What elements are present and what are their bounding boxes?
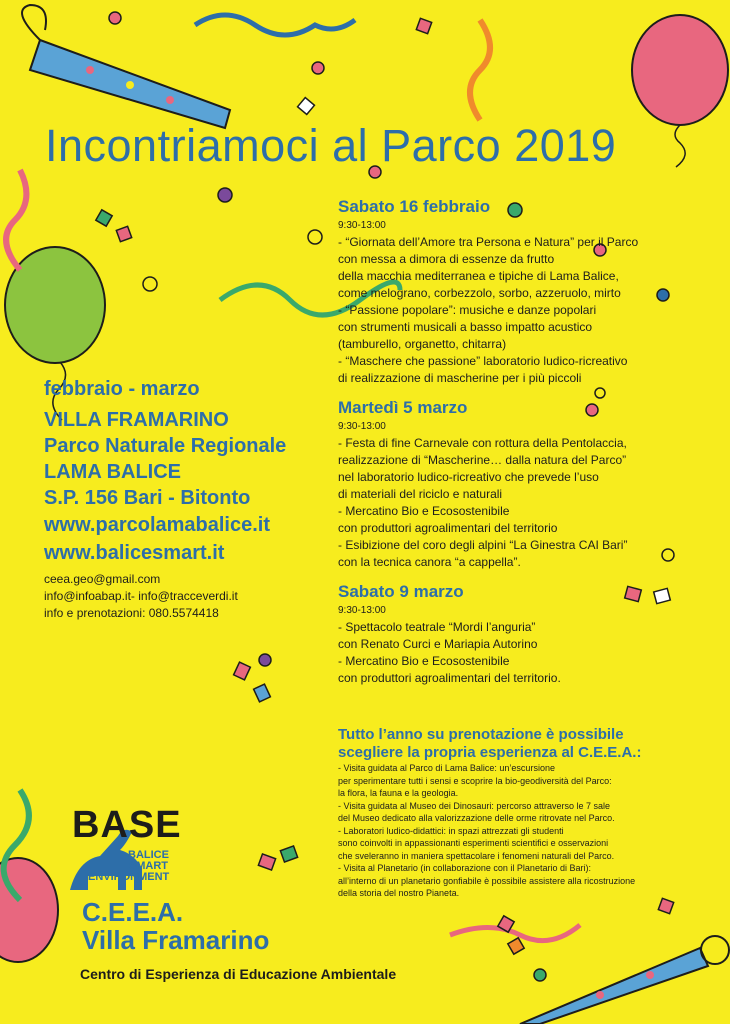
all-year-heading: scegliere la propria esperienza al C.E.E.A.:: [338, 744, 642, 761]
all-year-line: del Museo dedicato alla valorizzazione delle orme ritrovate nel Parco.: [338, 813, 615, 823]
base-logo-text: BASE: [72, 804, 182, 846]
event-line: (tamburello, organetto, chitarra): [338, 337, 507, 351]
logo-tagline-environment: ENVIRONMENT: [88, 871, 170, 883]
event-line: - Mercatino Bio e Ecosostenibile: [338, 504, 510, 518]
event-item: [338, 397, 718, 571]
event-line: - Esibizione del coro degli alpini “La Ginestra CAI Bari”: [338, 538, 628, 552]
venue-line: Parco Naturale Regionale: [44, 435, 287, 457]
all-year-line: che sveleranno in maniera spettacolare i fenomeni naturali del Parco.: [338, 850, 615, 861]
contact-email[interactable]: ceea.geo@gmail.com: [44, 572, 161, 586]
ceea-villa: Villa Framarino: [82, 925, 270, 955]
event-line: - “Passione popolare”: musiche e danze popolari: [338, 303, 597, 317]
event-line: con strumenti musicali a basso impatto acustico: [338, 320, 593, 334]
event-line: con produttori agroalimentari del territorio: [338, 521, 558, 535]
logo-tagline-smart: SMART: [128, 860, 168, 872]
event-line: - Mercatino Bio e Ecosostenibile: [338, 654, 510, 668]
event-line: di materiali del riciclo e naturali: [338, 487, 503, 501]
all-year-line: della storia del nostro Pianeta.: [338, 888, 460, 898]
event-time: 9:30-13:00: [338, 220, 386, 231]
event-line: - “Giornata dell’Amore tra Persona e Natura” per il Parco: [338, 235, 639, 249]
event-time: 9:30-13:00: [338, 605, 386, 616]
event-item: [338, 581, 718, 687]
pink-streamer-icon: [6, 170, 26, 270]
venue-line: S.P. 156 Bari - Bitonto: [44, 487, 251, 509]
event-line: - “Maschere che passione” laboratorio ludico-ricreativo: [338, 354, 628, 368]
event-title: Sabato 16 febbraio: [338, 197, 491, 216]
event-dates: febbraio - marzo: [44, 378, 200, 400]
event-line: come melograno, corbezzolo, sorbo, azzeruolo, mirto: [338, 286, 621, 300]
event-line: - Spettacolo teatrale “Mordi l’anguria”: [338, 620, 536, 634]
event-line: realizzazione di “Mascherine… dalla natura del Parco”: [338, 453, 627, 467]
contact-phone: info e prenotazioni: 080.5574418: [44, 606, 219, 620]
event-line: con Renato Curci e Mariapia Autorino: [338, 637, 538, 651]
event-time: 9:30-13:00: [338, 421, 386, 432]
ceea-acronym: C.E.E.A.: [82, 897, 184, 927]
website-link[interactable]: www.parcolamabalice.it: [44, 514, 271, 536]
all-year-line: - Visita guidata al Museo dei Dinosauri: percorso attraverso le 7 sale: [338, 800, 610, 811]
venue-line: VILLA FRAMARINO: [44, 409, 229, 431]
all-year-line: - Visita al Planetario (in collaborazione con il Planetario di Bari):: [338, 863, 591, 873]
events-list: [338, 196, 718, 697]
event-line: di realizzazione di mascherine per i più piccoli: [338, 371, 582, 385]
all-year-line: la flora, la fauna e la geologia.: [338, 788, 459, 798]
event-line: - Festa di fine Carnevale con rottura della Pentolaccia,: [338, 436, 627, 450]
all-year-line: per sperimentare tutti i sensi e scoprire la bio-geodiversità del Parco:: [338, 775, 612, 786]
all-year-line: sono coinvolti in appassionanti esperimenti scientifici e osservazioni: [338, 838, 609, 848]
all-year-heading: Tutto l’anno su prenotazione è possibile: [338, 726, 624, 743]
all-year-section: [338, 726, 718, 900]
event-title: Sabato 9 marzo: [338, 582, 464, 601]
all-year-line: all’interno di un planetario gonfiabile è possibile assistere alla ricostruzione: [338, 875, 636, 886]
logo-tagline-balice: BALICE: [128, 849, 169, 861]
page-title: Incontriamoci al Parco 2019: [45, 120, 617, 171]
event-item: [338, 196, 718, 387]
website-link[interactable]: www.balicesmart.it: [44, 542, 225, 564]
all-year-line: - Visita guidata al Parco di Lama Balice: un’escursione: [338, 763, 555, 773]
event-line: della macchia mediterranea e tipiche di Lama Balice,: [338, 269, 619, 283]
pink-balloon-bottom-icon: [0, 858, 58, 962]
orange-streamer-icon: [470, 20, 490, 120]
base-logo: [66, 804, 206, 894]
event-info: [44, 378, 334, 622]
blue-streamer-icon: [195, 15, 355, 35]
event-line: con messa a dimora di essenze da frutto: [338, 252, 555, 266]
centro-subtitle: Centro di Esperienza di Educazione Ambientale: [80, 966, 397, 982]
event-line: con produttori agroalimentari del territorio.: [338, 671, 561, 685]
event-title: Martedì 5 marzo: [338, 398, 468, 417]
venue-line: LAMA BALICE: [44, 461, 182, 483]
event-line: con la tecnica canora “a cappella”.: [338, 555, 521, 569]
all-year-line: - Laboratori ludico-didattici: in spazi attrezzati gli studenti: [338, 825, 564, 836]
contact-emails[interactable]: info@infoabap.it- info@tracceverdi.it: [44, 589, 238, 603]
ceea-name: [82, 898, 269, 954]
pink-streamer-bottom-icon: [450, 925, 580, 941]
party-horn-bottom-icon: [520, 936, 729, 1024]
event-line: nel laboratorio ludico-ricreativo che prevede l’uso: [338, 470, 599, 484]
